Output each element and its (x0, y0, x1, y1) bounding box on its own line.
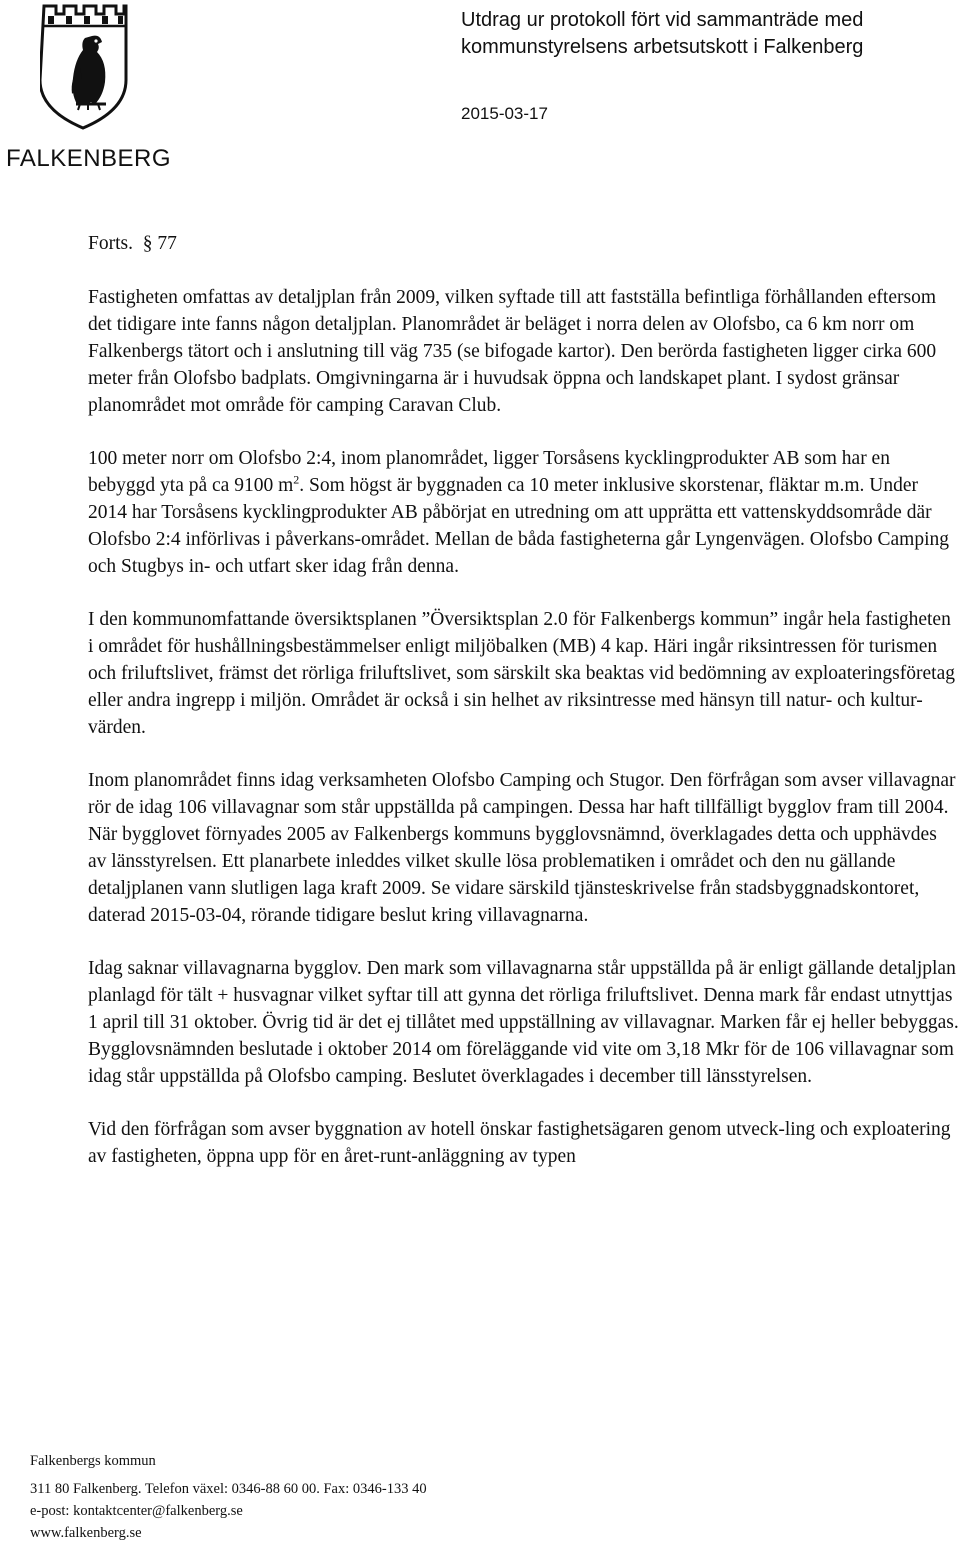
footer (30, 1450, 427, 1544)
paragraph-2-part-a: 100 meter norr om Olofsbo 2:4, inom planområdet, ligger Torsåsens kycklingprodukter AB som har en bebyggd yta på ca 9100 m (88, 448, 890, 496)
footer-address: 311 80 Falkenberg. Telefon växel: 0346-88 60 00. Fax: 0346-133 40 (30, 1481, 427, 1497)
logo-wordmark: FALKENBERG (6, 145, 172, 172)
title-line-2: kommunstyrelsens arbetsutskott i Falkenberg (461, 36, 864, 58)
footer-org: Falkenbergs kommun (30, 1453, 156, 1469)
superscript: 2 (293, 472, 300, 487)
falkenberg-logo (6, 4, 176, 174)
footer-web: www.falkenberg.se (30, 1525, 142, 1541)
document-title (461, 7, 951, 61)
paragraph-4: Inom planområdet finns idag verksamheten Olofsbo Camping och Stugor. Den förfrågan som avser villavagnar rör de idag 106 villavagnar som står uppställda på campingen. Dessa har haft tillfälligt bygglov fram till 2004. När bygglovet förnyades 2005 av Falkenbergs kommuns bygglovsnämnd, överklagades detta och upphävdes av länsstyrelsen. Ett planarbete inleddes vilket skulle lösa problematiken i området och den nu gällande detaljplanen vann slutligen laga kraft 2009. Se vidare särskild tjänsteskrivelse från stadsbyggnadskontoret, daterad 2015-03-04, rörande tidigare beslut kring villavagnarna. (88, 770, 956, 926)
paragraph-5b: Bygglovsnämnden beslutade i oktober 2014 om föreläggande vid vite om 3,18 Mkr för de 106 villavagnar som idag står uppställda på Olofsbo camping. Beslutet överklagades i december till länsstyrelsen. (88, 1039, 954, 1087)
paragraph-2-part-b: . Som högst är byggnaden ca 10 meter inklusive skorstenar, fläktar m.m. Under 2014 har Torsåsens kycklingprodukter AB påbörjat en utredning om att upprätta ett vattenskyddsområde där Olofsbo 2:4 införlivas i påverkans-området. Mellan de båda fastigheterna går Lyngenvägen. Olofsbo Camping och Stugbys in- och utfart sker idag från denna. (88, 475, 950, 577)
forts-label: Forts. (88, 233, 133, 254)
meeting-date: 2015-03-17 (461, 104, 548, 123)
section-heading (88, 230, 960, 257)
coat-of-arms-icon (40, 4, 130, 132)
footer-email: e-post: kontaktcenter@falkenberg.se (30, 1503, 243, 1519)
section-number: § 77 (142, 233, 177, 254)
title-line-1: Utdrag ur protokoll fört vid sammanträde med (461, 9, 864, 31)
document-body (88, 230, 960, 1170)
paragraph-3: I den kommunomfattande översiktsplanen ”Översiktsplan 2.0 för Falkenbergs kommun” ingår hela fastigheten i området för hushållningsbestämmelser enligt miljöbalken (MB) 4 kap. Häri ingår riksintressen för turismen och friluftslivet, främst det rörliga friluftslivet, som särskilt ska beaktas vid bedömning av exploateringsföretag eller andra ingrepp i miljön. Området är också i sin helhet av riksintresse med hänsyn till natur- och kultur-värden. (88, 609, 955, 738)
paragraph-5: Idag saknar villavagnarna bygglov. Den mark som villavagnarna står uppställda på är enligt gällande detaljplan planlagd för tält + husvagnar vilket syftar till att gynna det rörliga friluftslivet. Denna mark får endast utnyttjas 1 april till 31 oktober. Övrig tid är det ej tillåtet med uppställning av villavagnar. Marken får ej heller bebyggas. (88, 958, 959, 1033)
paragraph-1: Fastigheten omfattas av detaljplan från 2009, vilken syftade till att fastställa befintliga förhållanden eftersom det tidigare inte fanns någon detaljplan. Planområdet är beläget i norra delen av Olofsbo, ca 6 km norr om Falkenbergs tätort och i anslutning till väg 735 (se bifogade kartor). Den berörda fastigheten ligger cirka 600 meter från Olofsbo badplats. Omgivningarna är i huvudsak öppna och landskapet plant. I sydost gränsar planområdet mot område för camping Caravan Club. (88, 287, 937, 416)
paragraph-6: Vid den förfrågan som avser byggnation av hotell önskar fastighetsägaren genom utveck-ling och exploatering av fastigheten, öppna upp för en året-runt-anläggning av typen (88, 1119, 951, 1167)
paragraph-2 (88, 445, 960, 580)
